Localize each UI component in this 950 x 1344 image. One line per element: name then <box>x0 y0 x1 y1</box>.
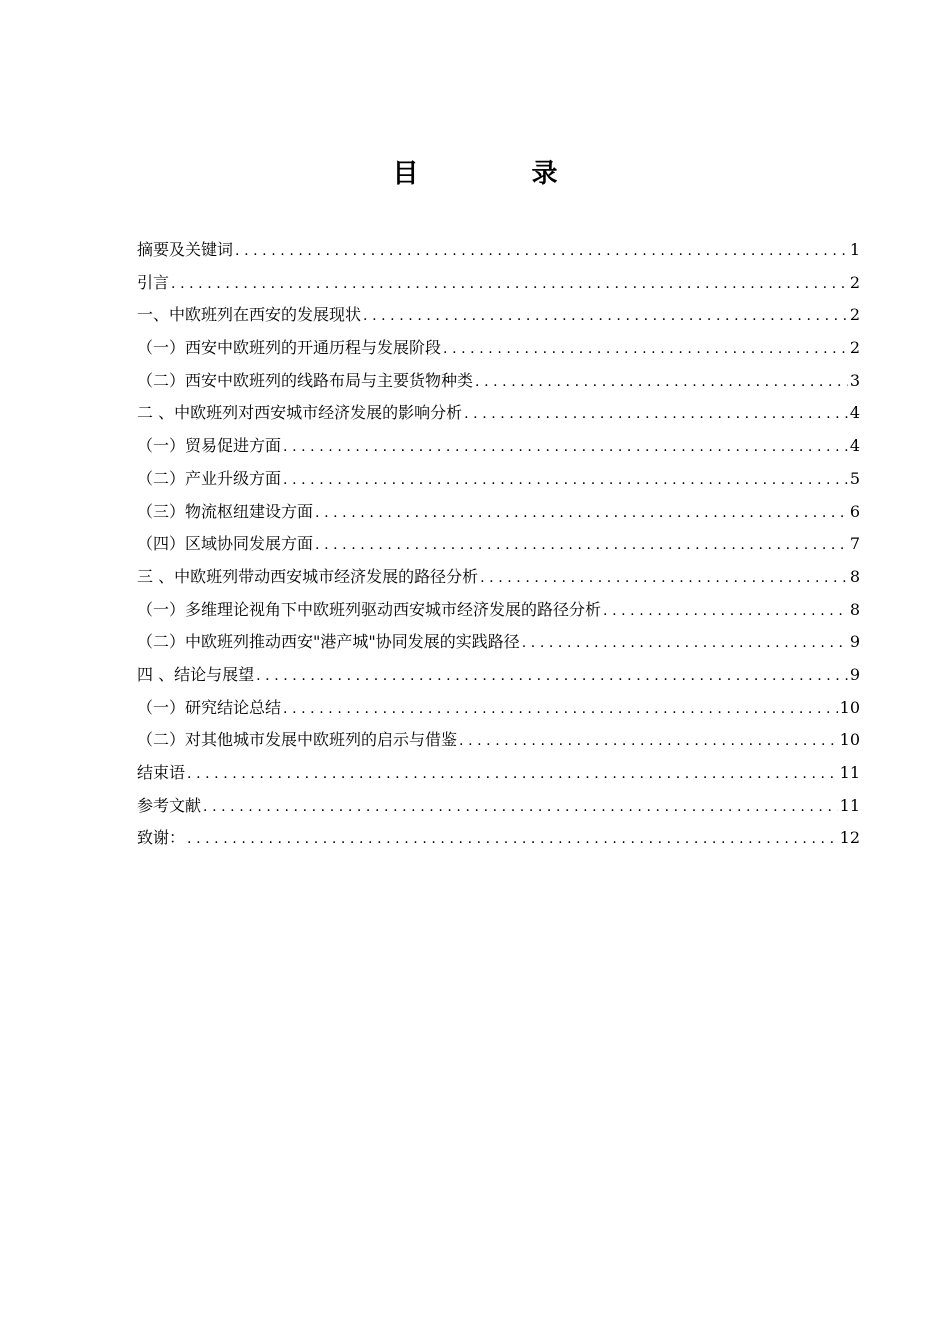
toc-entry-abstract[interactable] <box>137 234 860 267</box>
toc-entry-closing-remarks[interactable] <box>137 757 860 790</box>
toc-entry-page: 6 <box>849 501 860 521</box>
toc-entry-label: 致谢： <box>137 828 186 848</box>
toc-entry-label: （四）区域协同发展方面 <box>137 534 314 554</box>
toc-entry-page: 11 <box>839 763 860 782</box>
toc-entry-page: 9 <box>849 664 860 684</box>
toc-entry-section-2-2[interactable] <box>137 463 860 496</box>
toc-entry-section-3-2[interactable] <box>137 626 860 659</box>
toc-leader-dots <box>185 758 838 791</box>
toc-entry-page: 9 <box>849 632 860 652</box>
toc-entry-label: 三 、中欧班列带动西安城市经济发展的路径分析 <box>137 566 479 586</box>
toc-entry-section-2-4[interactable] <box>137 528 860 561</box>
toc-entry-label: （二）中欧班列推动西安"港产城"协同发展的实践路径 <box>137 632 520 652</box>
toc-leader-dots <box>520 627 848 660</box>
toc-leader-dots <box>281 693 838 726</box>
toc-entry-page: 10 <box>839 730 860 750</box>
toc-entry-references[interactable] <box>137 790 860 823</box>
toc-entry-chapter-1[interactable] <box>137 299 860 332</box>
toc-entry-label: （二）西安中欧班列的线路布局与主要货物种类 <box>137 370 474 390</box>
toc-leader-dots <box>441 333 848 366</box>
toc-entry-label: （二）对其他城市发展中欧班列的启示与借鉴 <box>137 730 458 750</box>
toc-entry-section-2-1[interactable] <box>137 430 860 463</box>
toc-leader-dots <box>233 235 848 268</box>
toc-entry-section-4-2[interactable] <box>137 724 860 757</box>
toc-leader-dots <box>478 562 848 595</box>
toc-leader-dots <box>462 398 848 431</box>
toc-entry-label: 二 、中欧班列对西安城市经济发展的影响分析 <box>137 403 463 423</box>
toc-leader-dots <box>361 300 848 333</box>
toc-entry-page: 2 <box>849 272 860 292</box>
toc-entry-label: （二）产业升级方面 <box>137 468 282 488</box>
toc-entry-label: 四 、结论与展望 <box>137 664 255 684</box>
table-of-contents <box>137 234 860 855</box>
toc-entry-page: 1 <box>849 240 860 259</box>
toc-leader-dots <box>601 595 848 628</box>
toc-leader-dots <box>281 431 848 464</box>
page-title: 目 录 <box>392 159 610 189</box>
toc-entry-label: （一）贸易促进方面 <box>137 436 282 456</box>
toc-leader-dots <box>169 268 848 301</box>
toc-entry-page: 11 <box>839 795 860 815</box>
toc-entry-section-4-1[interactable] <box>137 692 860 725</box>
toc-entry-label: 引言 <box>137 272 170 292</box>
toc-entry-label: 参考文献 <box>137 795 202 815</box>
toc-entry-label: （一）研究结论总结 <box>137 697 282 717</box>
toc-entry-page: 4 <box>849 436 860 456</box>
toc-entry-section-1-1[interactable] <box>137 332 860 365</box>
toc-leader-dots <box>457 725 838 758</box>
toc-entry-label: 摘要及关键词 <box>137 240 234 259</box>
toc-entry-chapter-2[interactable] <box>137 397 860 430</box>
toc-entry-introduction[interactable] <box>137 267 860 300</box>
toc-entry-section-2-3[interactable] <box>137 496 860 529</box>
toc-entry-page: 5 <box>849 468 860 488</box>
toc-entry-page: 8 <box>849 599 860 619</box>
toc-entry-label: （一）西安中欧班列的开通历程与发展阶段 <box>137 338 442 358</box>
toc-entry-page: 3 <box>849 370 860 390</box>
toc-entry-page: 12 <box>839 828 860 848</box>
toc-leader-dots <box>281 464 848 497</box>
toc-leader-dots <box>254 660 848 693</box>
toc-entry-label: （三）物流枢纽建设方面 <box>137 501 314 521</box>
toc-leader-dots <box>201 791 838 824</box>
toc-entry-page: 2 <box>849 305 860 325</box>
toc-entry-acknowledgements[interactable] <box>137 822 860 855</box>
toc-entry-section-1-2[interactable] <box>137 365 860 398</box>
toc-entry-label: 结束语 <box>137 763 186 782</box>
toc-leader-dots <box>313 497 848 530</box>
toc-entry-label: 一、中欧班列在西安的发展现状 <box>137 305 362 325</box>
toc-entry-page: 8 <box>849 566 860 586</box>
toc-entry-label: （一）多维理论视角下中欧班列驱动西安城市经济发展的路径分析 <box>137 599 602 619</box>
toc-leader-dots <box>185 823 838 856</box>
toc-entry-page: 10 <box>839 697 860 717</box>
toc-entry-section-3-1[interactable] <box>137 594 860 627</box>
toc-entry-page: 7 <box>849 534 860 554</box>
toc-leader-dots <box>313 529 848 562</box>
toc-entry-chapter-3[interactable] <box>137 561 860 594</box>
toc-entry-page: 2 <box>849 338 860 358</box>
toc-entry-chapter-4[interactable] <box>137 659 860 692</box>
toc-leader-dots <box>473 366 848 399</box>
toc-entry-page: 4 <box>849 403 860 423</box>
